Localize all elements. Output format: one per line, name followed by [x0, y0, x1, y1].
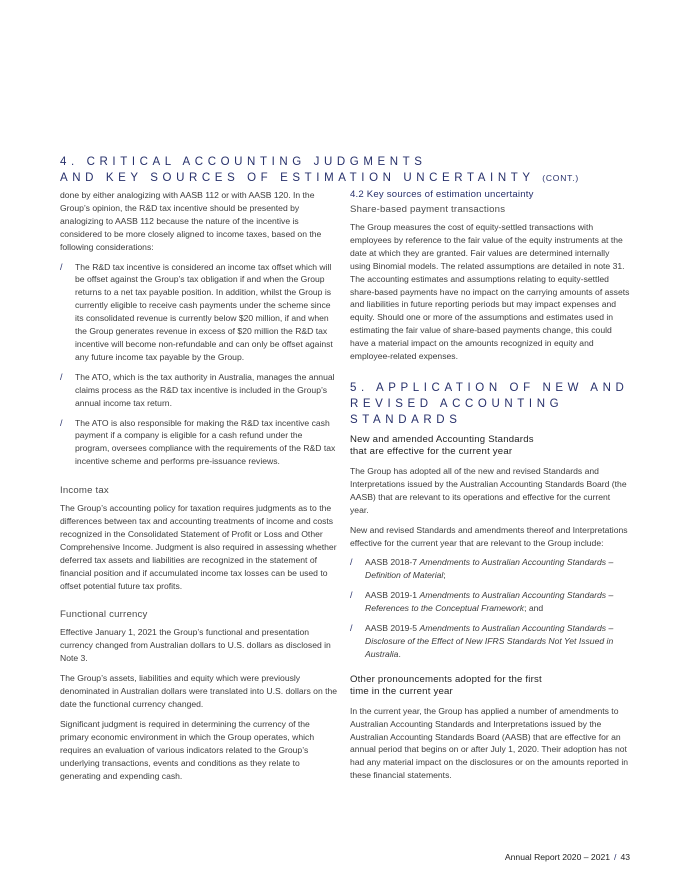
slash-bullet-icon: / [60, 371, 63, 382]
other-heading-line-2: time in the current year [350, 686, 453, 698]
continued-label: (CONT.) [542, 173, 579, 183]
section-5-heading [350, 380, 630, 428]
page-footer [505, 852, 630, 862]
section-5-line-2: REVISED ACCOUNTING STANDARDS [350, 397, 564, 426]
right-column [350, 189, 630, 789]
list-item [60, 417, 338, 469]
new-standards-heading-line-1: New and amended Accounting Standards [350, 433, 534, 445]
standards-list [350, 556, 630, 660]
new-standards-paragraph-1: The Group has adopted all of the new and revised Standards and Interpretations issued by the Australian Accounting Standards Board (the AASB) that are relevant to its operations and effective for the current year. [350, 465, 627, 515]
heading-line-1: 4. CRITICAL ACCOUNTING JUDGMENTS [60, 156, 427, 168]
share-based-paragraph: The Group measures the cost of equity-settled transactions with employees by reference to the fair value of the equity instruments at the date at which they are granted. Fair values are determined internally using Binomial models. The related assumptions are detailed in note 31. The accounting estimates and assumptions relating to equity-settled share-based payments have no impact on the carrying amounts of assets and liabilities in future reporting periods but may impact expenses and equity. Should one or more of the assumptions and estimates used in estimating the fair value of share-based payments change, this could have a material impact on the amounts recognized in equity and employee-related expenses. [350, 222, 630, 362]
new-standards-heading-line-2: that are effective for the current year [350, 446, 513, 458]
other-heading-line-1: Other pronouncements adopted for the first [350, 673, 542, 685]
standard-suffix: . [398, 648, 401, 659]
list-item [350, 589, 630, 615]
slash-bullet-icon: / [60, 417, 63, 428]
new-standards-heading [350, 434, 630, 459]
list-item-text: The R&D tax incentive is considered an income tax offset which will be offset against the Group’s tax obligation if and when the Group returns to a net tax payable position. In addition, whilst the Group is currently eligible to receive cash payments under the scheme since its consolidated revenue is currently below $20 million, if and when the Group generates revenue in excess of $20 million the R&D tax incentive will become non-refundable and can only be offset against any future income tax payable by the Group. [75, 261, 333, 362]
other-pronouncements-paragraph: In the current year, the Group has applied a number of amendments to Australian Accounting Standards and Interpretations issued by the Australian Accounting Standards Board (AASB) that are effective for an annual period that begins on or after July 1, 2020. Their adoption has not had any material impact on the disclosures or on the amounts reported in these financial statements. [350, 705, 629, 781]
page-number: 43 [620, 852, 630, 862]
heading-line-2 [60, 170, 640, 186]
left-column [60, 189, 338, 789]
section-4-2-heading: 4.2 Key sources of estimation uncertainty [350, 189, 534, 200]
list-item [350, 622, 630, 661]
section-4-heading [60, 154, 640, 186]
list-item [60, 261, 338, 364]
standard-number: AASB 2018-7 [365, 557, 420, 568]
slash-bullet-icon: / [60, 261, 63, 272]
report-title: Annual Report 2020 – 2021 [504, 852, 611, 862]
new-standards-paragraph-2: New and revised Standards and amendments thereof and Interpretations effective for the current year that are relevant to the Group include: [350, 524, 628, 548]
list-item [60, 371, 338, 410]
footer-separator: / [614, 852, 617, 862]
standard-suffix: ; and [524, 603, 544, 614]
list-item-text: The ATO is also responsible for making the R&D tax incentive cash payment if a company is eligible for a cash refund under the program, oversees compliance with the requirements of the R&D tax incentive scheme and performs pre-issuance reviews. [75, 417, 336, 467]
income-tax-paragraph: The Group’s accounting policy for taxation requires judgments as to the differences between tax and accounting treatments of income and costs recognized in the Consolidated Statement of Profit or Loss and Other Comprehensive Income. Judgment is also required in assessing whether deferred tax assets and liabilities are recognized in the statement of financial position and if accumulated income tax losses can be used to offset potential future tax profits. [60, 503, 337, 591]
slash-bullet-icon: / [350, 590, 353, 601]
income-tax-heading: Income tax [60, 485, 109, 497]
functional-paragraph-3: Significant judgment is required in determining the currency of the primary economic environment in which the Group operates, which requires an evaluation of various indicators related to the Group’s underlying transactions, events and conditions as they relate to generating and expending cash. [60, 718, 315, 781]
standard-title: Amendments to Australian Accounting Standards – Disclosure of the Effect of New IFRS Standards Not Yet Issued in Australia [365, 623, 614, 659]
considerations-list [60, 261, 338, 469]
functional-paragraph-1: Effective January 1, 2021 the Group’s functional and presentation currency changed from Australian dollars to U.S. dollars as disclosed in Note 3. [60, 627, 331, 664]
standard-number: AASB 2019-1 [365, 590, 420, 601]
list-item-text: The ATO, which is the tax authority in Australia, manages the annual claims process as the R&D tax incentive is included in the Group’s annual income tax return. [75, 371, 335, 408]
section-5-line-1: 5. APPLICATION OF NEW AND [350, 381, 629, 394]
list-item [350, 556, 630, 582]
standard-title: Amendments to Australian Accounting Standards – References to the Conceptual Framework [365, 590, 614, 614]
intro-paragraph: done by either analogizing with AASB 112 or with AASB 120. In the Group’s opinion, the R&D tax incentive should be presented by analogizing to AASB 112 because the nature of the incentive is considered to be more closely aligned to income taxes, based on the following considerations: [60, 190, 322, 252]
slash-bullet-icon: / [350, 623, 353, 634]
standard-suffix: ; [443, 570, 446, 581]
slash-bullet-icon: / [350, 557, 353, 568]
share-based-heading: Share-based payment transactions [350, 204, 506, 215]
other-pronouncements-heading [350, 674, 630, 699]
functional-currency-heading: Functional currency [60, 609, 148, 621]
standard-number: AASB 2019-5 [365, 623, 420, 634]
functional-paragraph-2: The Group’s assets, liabilities and equity which were previously denominated in Australian dollars were translated into U.S. dollars on the date the functional currency changed. [60, 673, 338, 709]
standard-title: Amendments to Australian Accounting Standards – Definition of Material [365, 557, 614, 581]
heading-line-2-text: AND KEY SOURCES OF ESTIMATION UNCERTAINTY [60, 172, 535, 184]
